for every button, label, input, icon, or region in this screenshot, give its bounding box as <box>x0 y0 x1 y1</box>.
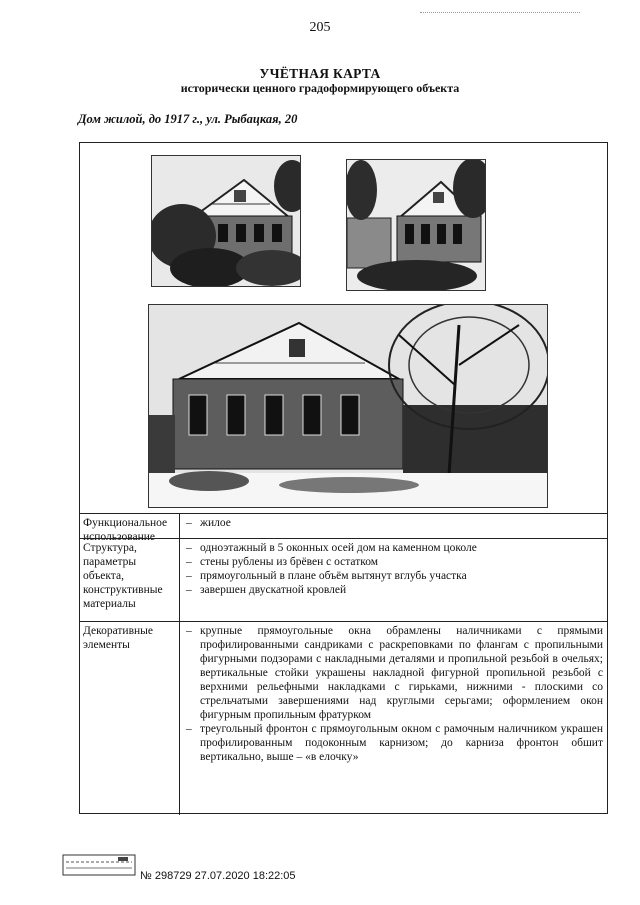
list-item: – стены рублены из брёвен с остатком <box>186 556 379 568</box>
page-number: 205 <box>309 20 331 35</box>
list-item: – прямоугольный в плане объём вытянут вглубь участка <box>186 570 467 582</box>
registry-stamp-icon <box>62 854 136 881</box>
label-functional-use: Функциональное использование <box>80 514 180 538</box>
content-functional-use <box>180 514 607 538</box>
row-decorative-elements <box>80 621 607 815</box>
content-decorative-elements <box>180 622 607 815</box>
list-item: – крупные прямоугольные окна обрамлены наличниками с прямыми профилированными сандриками с раскреповками по флангам с пропильными фигурными подзорами с накладными деталями и пропильной резьбой в очельях; вертикальные стойки украшены накладной фигурной пропильной резьбой с верхними рельефными накладками с гирьками, нижними - плоскими со стрельчатыми завершениями над круглыми серьгами; оформлением окон фигурным пропильным фратурком <box>186 625 603 721</box>
scan-artifact-line <box>420 12 580 14</box>
document-registration-number: № 298729 27.07.2020 18:22:05 <box>140 870 296 882</box>
list-item: – одноэтажный в 5 оконных осей дом на каменном цоколе <box>186 542 477 554</box>
record-card-frame <box>79 142 608 814</box>
house-photo-1 <box>151 155 301 287</box>
document-title: УЧЁТНАЯ КАРТА <box>259 66 381 81</box>
document-subtitle: исторически ценного градоформирующего объекта <box>180 81 460 95</box>
house-photo-main <box>148 304 548 508</box>
label-structure: Структура, параметры объекта, конструктивные материалы <box>80 539 180 621</box>
content-structure <box>180 539 607 621</box>
object-name: Дом жилой, до 1917 г., ул. Рыбацкая, 20 <box>78 112 298 126</box>
row-structure <box>80 538 607 621</box>
list-item: – жилое <box>186 517 231 529</box>
row-functional-use <box>80 513 607 543</box>
house-photo-2 <box>346 159 486 291</box>
label-decorative-elements: Декоративные элементы <box>80 622 180 815</box>
list-item: – треугольный фронтон с прямоугольным окном с рамочным наличником украшен профилированным подоконным карнизом; до карниза фронтон обшит вертикально, выше – «в елочку» <box>186 723 603 763</box>
list-item: – завершен двускатной кровлей <box>186 584 347 596</box>
